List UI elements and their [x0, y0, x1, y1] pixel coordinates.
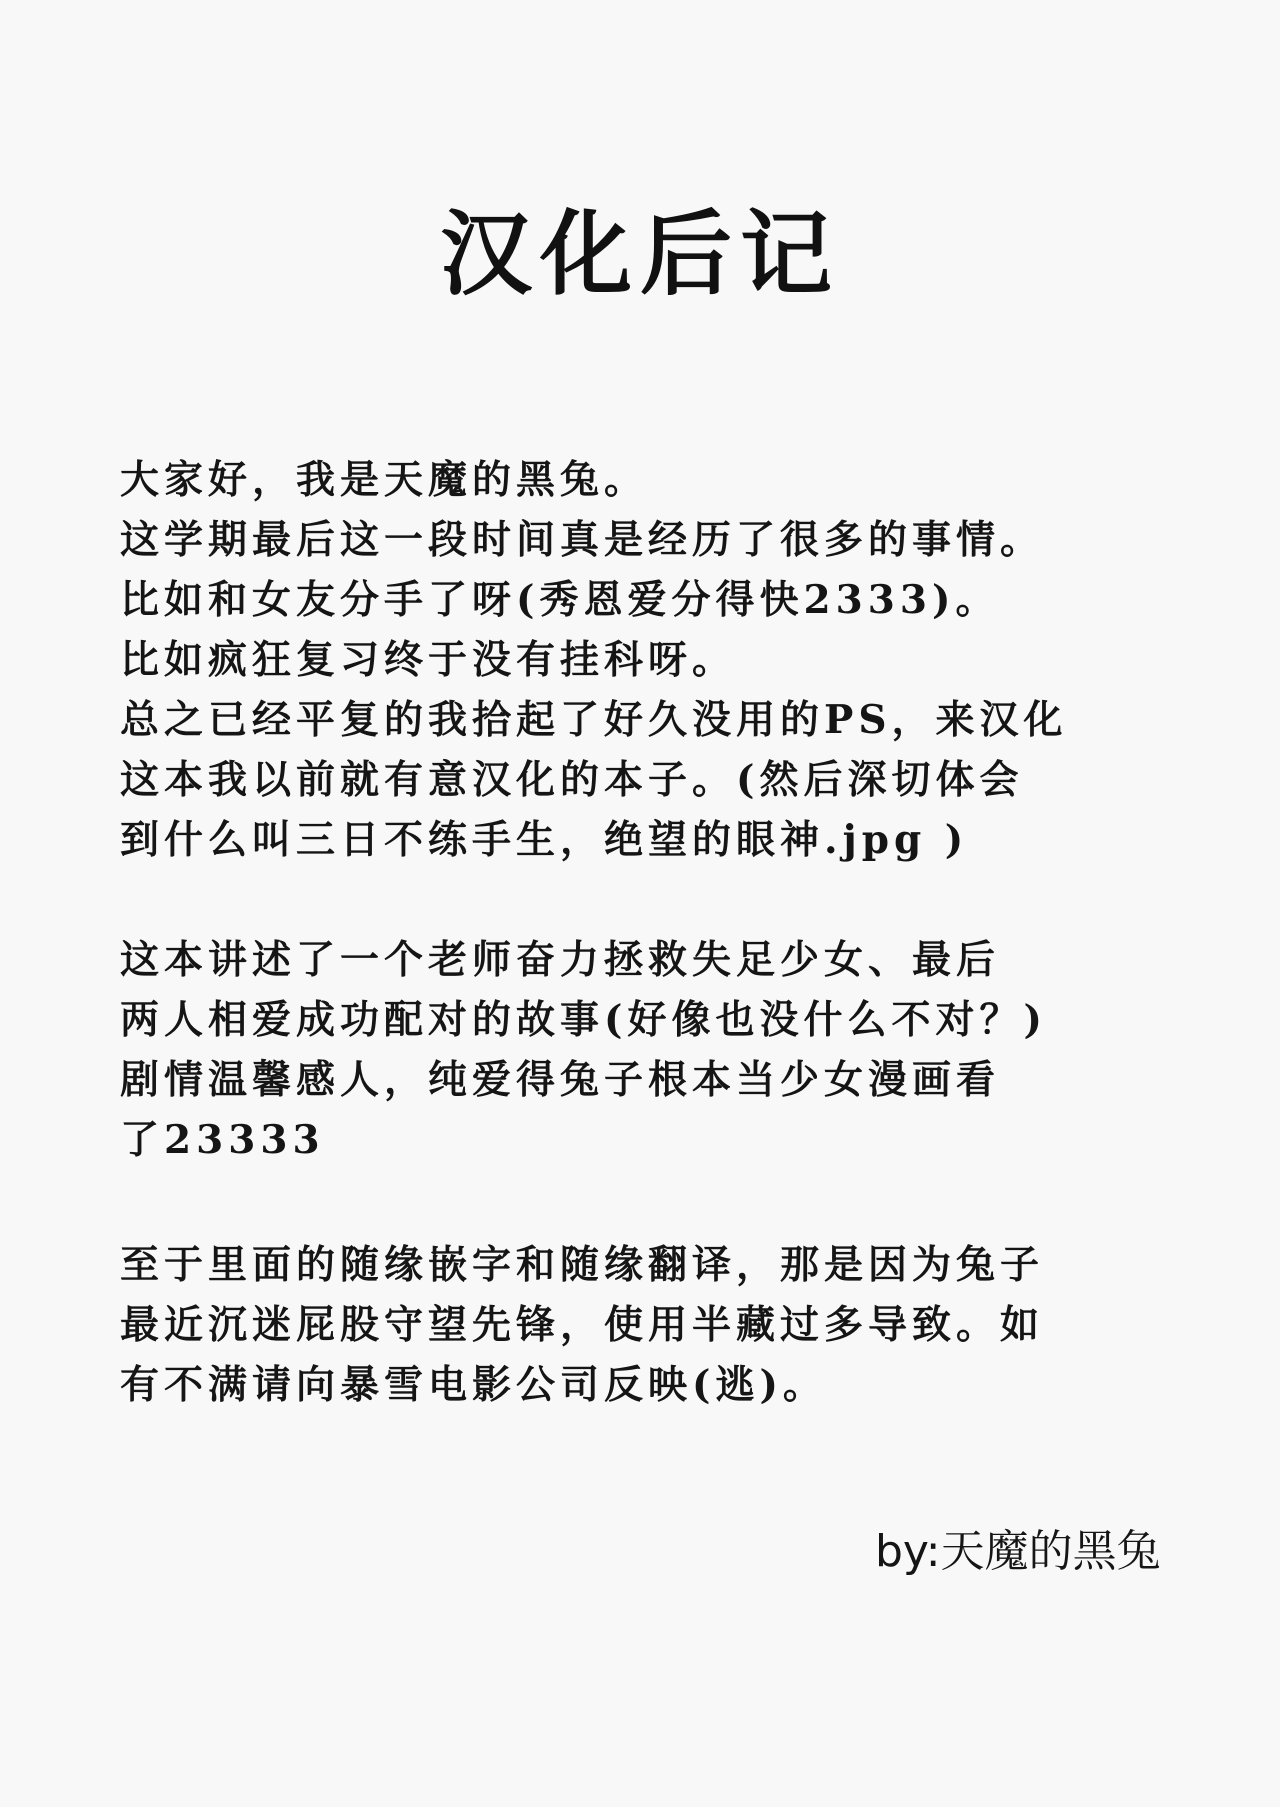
text-line: 这本讲述了一个老师奋力拯救失足少女、最后 [120, 937, 1001, 983]
text-line: 两人相爱成功配对的故事(好像也没什么不对？) [120, 997, 1047, 1043]
text-line: 剧情温馨感人，纯爱得兔子根本当少女漫画看 [120, 1057, 1001, 1103]
text-line: 有不满请向暴雪电影公司反映(逃)。 [120, 1362, 827, 1408]
text-line: 大家好，我是天魔的黑兔。 [120, 457, 649, 503]
text-line: 了23333 [120, 1117, 325, 1163]
paragraph-translation-note [120, 1235, 1220, 1415]
signature: by:天魔的黑兔 [875, 1526, 1161, 1577]
text-line: 到什么叫三日不练手生，绝望的眼神.jpg ) [120, 817, 969, 863]
page-title: 汉化后记 [439, 201, 840, 308]
text-line: 最近沉迷屁股守望先锋，使用半藏过多导致。如 [120, 1302, 1045, 1348]
text-line: 总之已经平复的我拾起了好久没用的PS，来汉化 [120, 697, 1068, 743]
paragraph-story [120, 930, 1220, 1170]
text-line: 这本我以前就有意汉化的本子。(然后深切体会 [120, 757, 1024, 803]
text-line: 比如疯狂复习终于没有挂科呀。 [120, 637, 737, 683]
paragraph-intro [120, 450, 1220, 870]
text-line: 比如和女友分手了呀(秀恩爱分得快2333)。 [120, 577, 1000, 623]
text-line: 至于里面的随缘嵌字和随缘翻译，那是因为兔子 [120, 1242, 1045, 1288]
text-line: 这学期最后这一段时间真是经历了很多的事情。 [120, 517, 1045, 563]
